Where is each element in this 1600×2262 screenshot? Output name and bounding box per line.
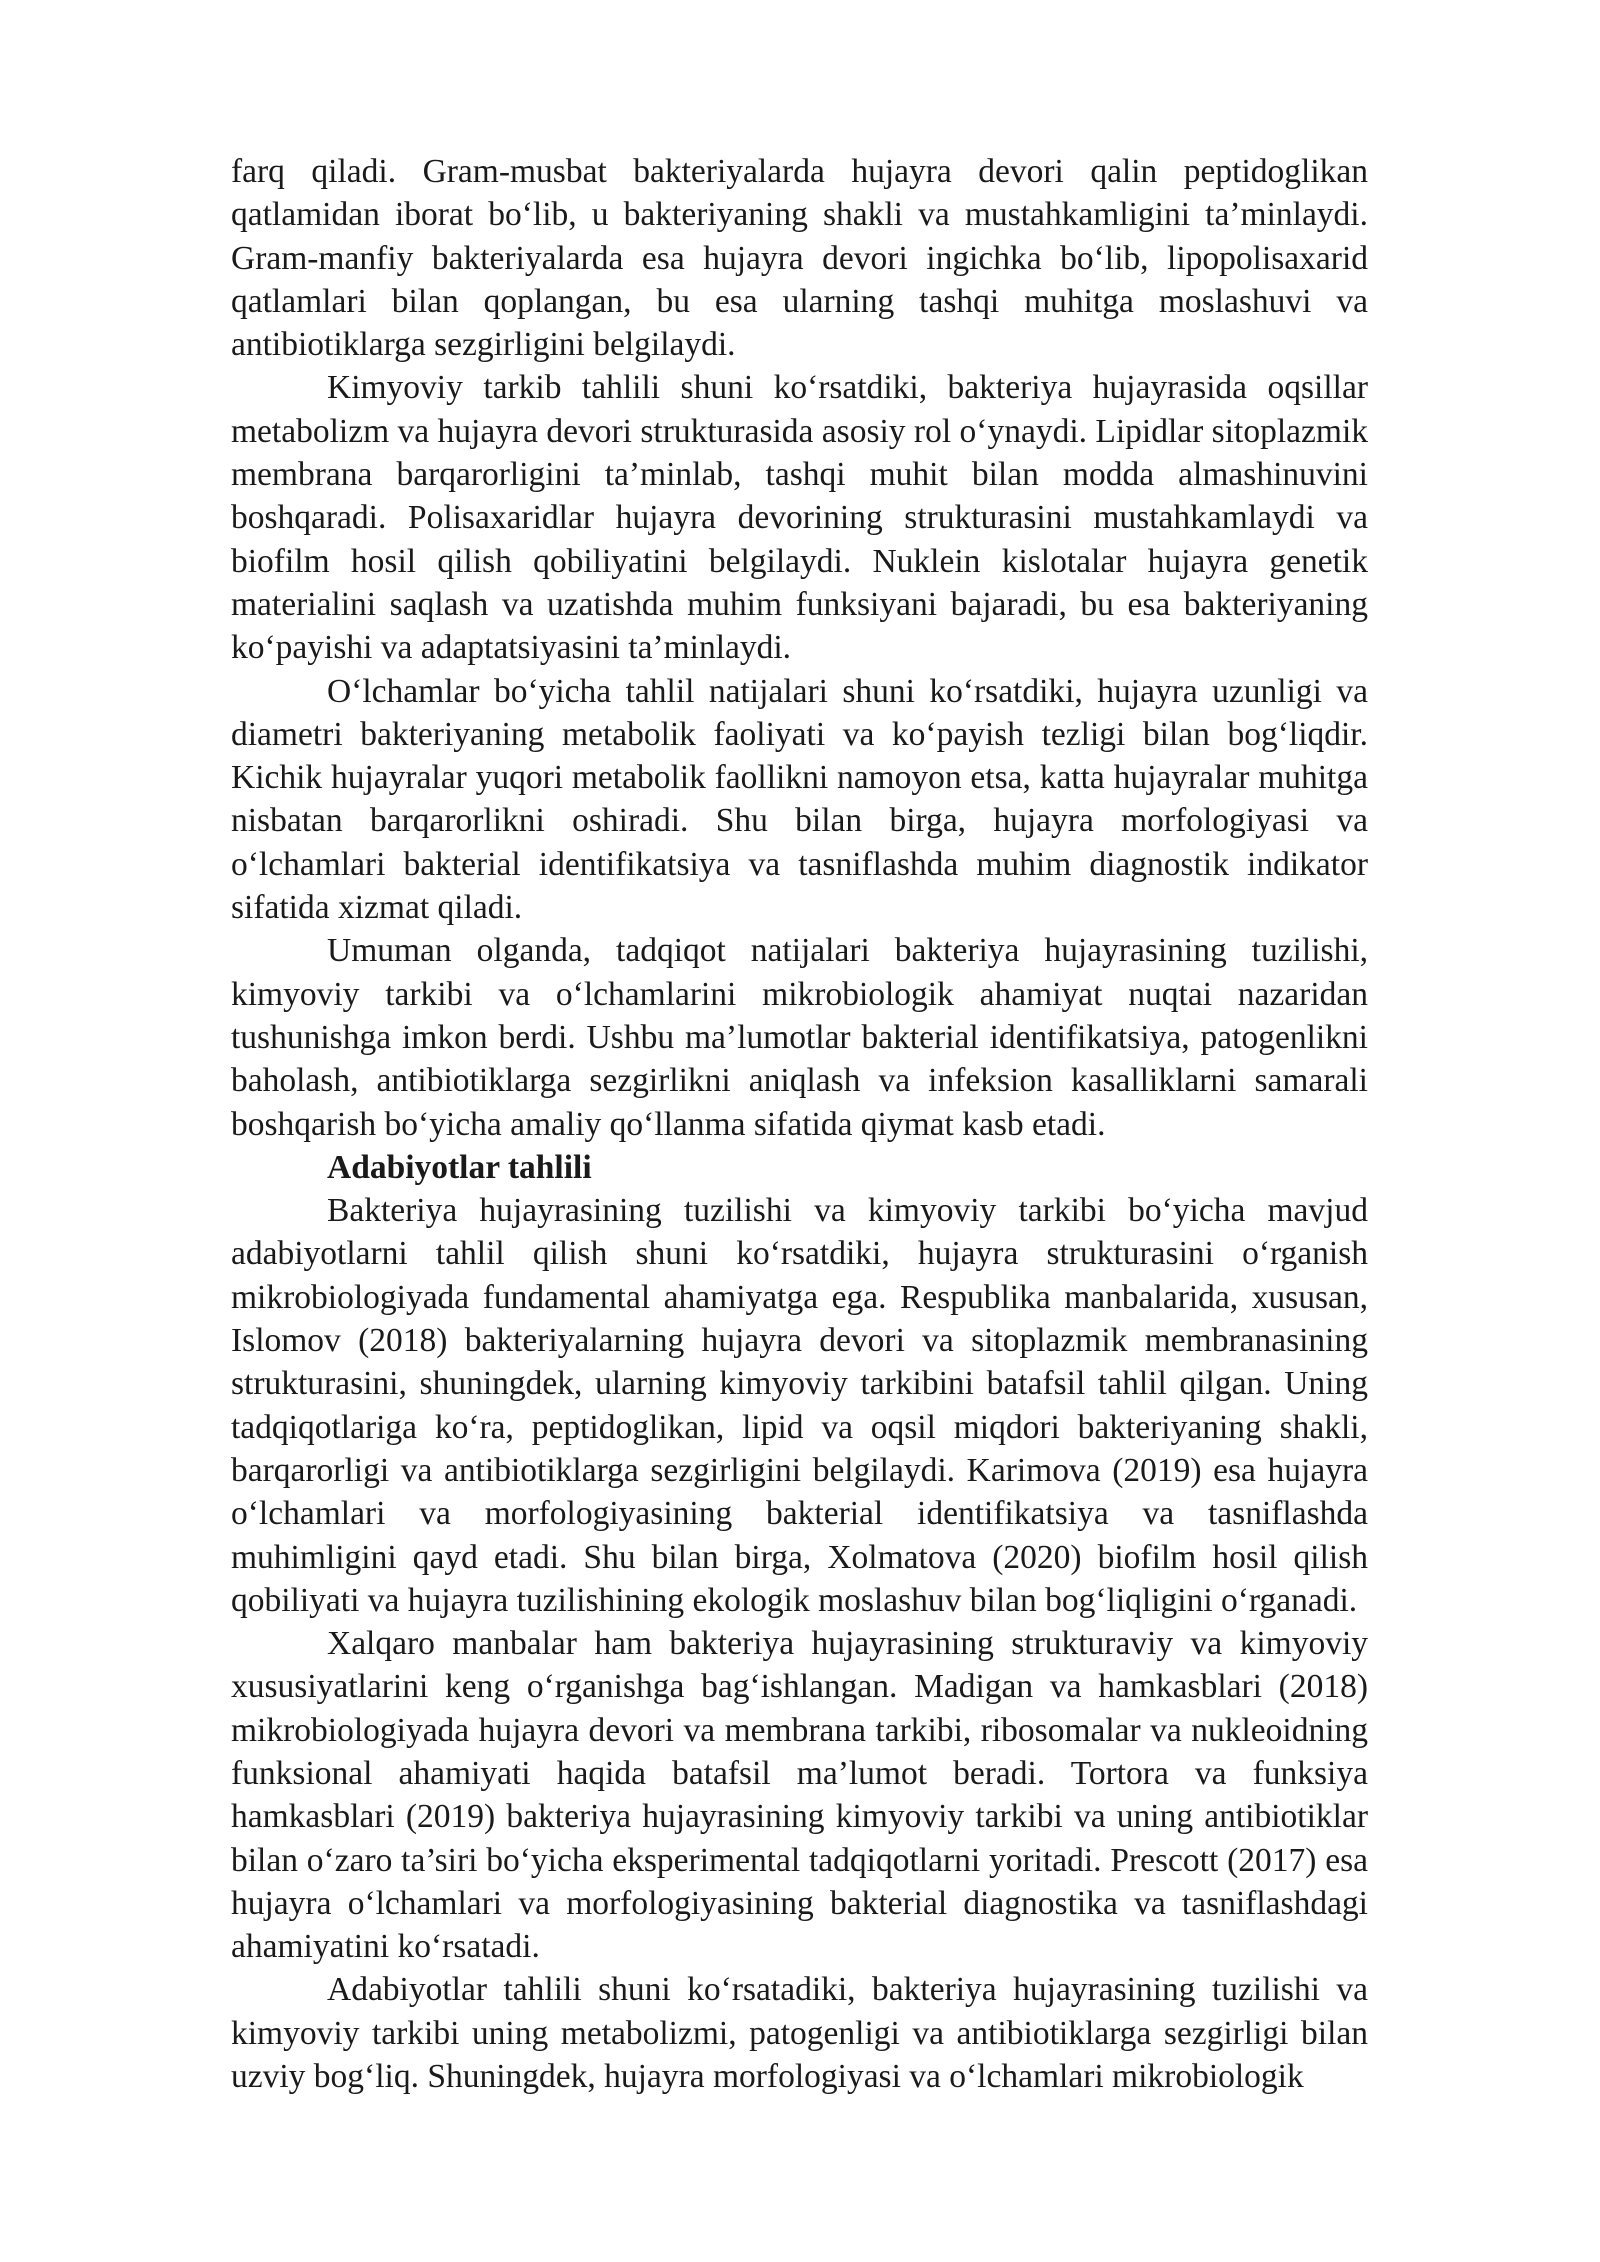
section-heading: Adabiyotlar tahlili bbox=[327, 1148, 592, 1186]
paragraph-chemical-composition: Kimyoviy tarkib tahlili shuni ko‘rsatdiki, bakteriya hujayrasida oqsillar metabolizm va hujayra devori strukturasida asosiy rol o‘ynaydi. Lipidlar sitoplazmik membrana barqarorligini ta’minlab, tashqi muhit bilan modda almashinuvini boshqaradi. Polisaxaridlar hujayra devorining strukturasini mustahkamlaydi va biofilm hosil qilish qobiliyatini belgilaydi. Nuklein kislotalar hujayra genetik materialini saqlash va uzatishda muhim funksiyani bajaradi, bu esa bakteriyaning ko‘payishi va adaptatsiyasini ta’minlaydi. bbox=[231, 369, 1368, 667]
paragraph-size-analysis: O‘lchamlar bo‘yicha tahlil natijalari shuni ko‘rsatdiki, hujayra uzunligi va diametri bakteriyaning metabolik faoliyati va ko‘payish tezligi bilan bog‘liqdir. Kichik hujayralar yuqori metabolik faollikni namoyon etsa, katta hujayralar muhitga nisbatan barqarorlikni oshiradi. Shu bilan birga, hujayra morfologiyasi va o‘lchamlari bakterial identifikatsiya va tasniflashda muhim diagnostik indikator sifatida xizmat qiladi. bbox=[231, 672, 1368, 927]
paragraph-continuation: farq qiladi. Gram-musbat bakteriyalarda hujayra devori qalin peptidoglikan qatlamidan iborat bo‘lib, u bakteriyaning shakli va mustahkamligini ta’minlaydi. Gram-manfiy bakteriyalarda esa hujayra devori ingichka bo‘lib, lipopolisaxarid qatlamlari bilan qoplangan, bu esa ularning tashqi muhitga moslashuvi va antibiotiklarga sezgirligini belgilaydi. bbox=[231, 153, 1368, 364]
paragraph-literature-local: Bakteriya hujayrasining tuzilishi va kimyoviy tarkibi bo‘yicha mavjud adabiyotlarni tahlil qilish shuni ko‘rsatdiki, hujayra strukturasini o‘rganish mikrobiologiyada fundamental ahamiyatga ega. Respublika manbalarida, xususan, Islomov (2018) bakteriyalarning hujayra devori va sitoplazmik membranasining strukturasini, shuningdek, ularning kimyoviy tarkibini batafsil tahlil qilgan. Uning tadqiqotlariga ko‘ra, peptidoglikan, lipid va oqsil miqdori bakteriyaning shakli, barqarorligi va antibiotiklarga sezgirligini belgilaydi. Karimova (2019) esa hujayra o‘lchamlari va morfologiyasining bakterial identifikatsiya va tasniflashda muhimligini qayd etadi. Shu bilan birga, Xolmatova (2020) biofilm hosil qilish qobiliyati va hujayra tuzilishining ekologik moslashuv bilan bog‘liqligini o‘rganadi. bbox=[231, 1192, 1368, 1619]
paragraph-literature-international: Xalqaro manbalar ham bakteriya hujayrasining strukturaviy va kimyoviy xususiyatlarini keng o‘rganishga bag‘ishlangan. Madigan va hamkasblari (2018) mikrobiologiyada hujayra devori va membrana tarkibi, ribosomalar va nukleoidning funksional ahamiyati haqida batafsil ma’lumot beradi. Tortora va funksiya hamkasblari (2019) bakteriya hujayrasining kimyoviy tarkibi va uning antibiotiklar bilan o‘zaro ta’siri bo‘yicha eksperimental tadqiqotlarni yoritadi. Prescott (2017) esa hujayra o‘lchamlari va morfologiyasining bakterial diagnostika va tasniflashdagi ahamiyatini ko‘rsatadi. bbox=[231, 1625, 1368, 1966]
paragraph-literature-summary: Adabiyotlar tahlili shuni ko‘rsatadiki, bakteriya hujayrasining tuzilishi va kimyoviy tarkibi uning metabolizmi, patogenligi va antibiotiklarga sezgirligi bilan uzviy bog‘liq. Shuningdek, hujayra morfologiyasi va o‘lchamlari mikrobiologik bbox=[231, 1971, 1368, 2096]
paragraph-conclusion: Umuman olganda, tadqiqot natijalari bakteriya hujayrasining tuzilishi, kimyoviy tarkibi va o‘lchamlarini mikrobiologik ahamiyat nuqtai nazaridan tushunishga imkon berdi. Ushbu ma’lumotlar bakterial identifikatsiya, patogenlikni baholash, antibiotiklarga sezgirlikni aniqlash va infeksion kasalliklarni samarali boshqarish bo‘yicha amaliy qo‘llanma sifatida qiymat kasb etadi. bbox=[231, 932, 1368, 1143]
document-page bbox=[231, 150, 1368, 2098]
